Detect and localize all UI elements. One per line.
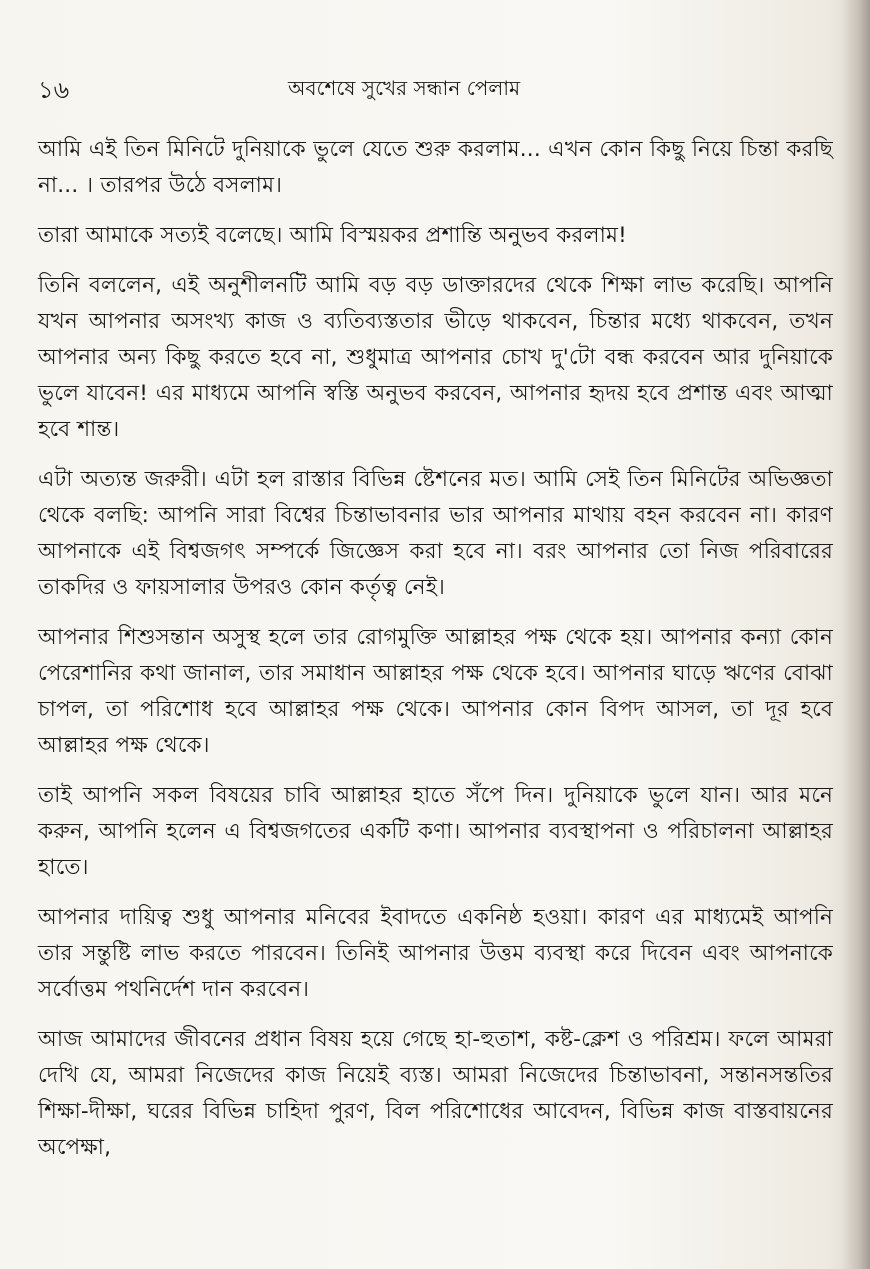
paragraph: তাই আপনি সকল বিষয়ের চাবি আল্লাহর হাতে সঁপে দিন। দুনিয়াকে ভুলে যান। আর মনে করুন, আপনি হলেন এ বিশ্বজগতের একটি কণা। আপনার ব্যবস্থাপনা ও পরিচালনা আল্লাহর হাতে।: [38, 783, 833, 880]
paragraph: আপনার দায়িত্ব শুধু আপনার মনিবের ইবাদতে একনিষ্ঠ হওয়া। কারণ এর মাধ্যমেই আপনি তার সন্তুষ্টি লাভ করতে পারবেন। তিনিই আপনার উত্তম ব্যবস্থা করে দিবেন এবং আপনাকে সর্বোত্তম পথনির্দেশ দান করবেন।: [38, 905, 833, 1002]
paragraph: তিনি বললেন, এই অনুশীলনটি আমি বড় বড় ডাক্তারদের থেকে শিক্ষা লাভ করেছি। আপনি যখন আপনার অসংখ্য কাজ ও ব্যতিব্যস্ততার ভীড়ে থাকবেন, চিন্তার মধ্যে থাকবেন, তখন আপনার অন্য কিছু করতে হবে না, শুধুমাত্র আপনার চোখ দু'টো বন্ধ করবেন আর দুনিয়াকে ভুলে যাবেন! এর মাধ্যমে আপনি স্বস্তি অনুভব করবেন, আপনার হৃদয় হবে প্রশান্ত এবং আত্মা হবে শান্ত।: [38, 273, 833, 442]
paragraph: আপনার শিশুসন্তান অসুস্থ হলে তার রোগমুক্তি আল্লাহর পক্ষ থেকে হয়। আপনার কন্যা কোন পেরেশানির কথা জানাল, তার সমাধান আল্লাহর পক্ষ থেকে হবে। আপনার ঘাড়ে ঋণের বোঝা চাপল, তা পরিশোধ হবে আল্লাহর পক্ষ থেকে। আপনার কোন বিপদ আসল, তা দূর হবে আল্লাহর পক্ষ থেকে।: [38, 625, 833, 758]
body-text: [38, 132, 833, 1180]
paragraph: আজ আমাদের জীবনের প্রধান বিষয় হয়ে গেছে হা-হুতাশ, কষ্ট-ক্লেশ ও পরিশ্রম। ফলে আমরা দেখি যে, আমরা নিজেদের কাজ নিয়েই ব্যস্ত। আমরা নিজেদের চিন্তাভাবনা, সন্তানসন্ততির শিক্ষা-দীক্ষা, ঘরের বিভিন্ন চাহিদা পুরণ, বিল পরিশোধের আবেদন, বিভিন্ন কাজ বাস্তবায়নের অপেক্ষা,: [38, 1027, 833, 1160]
paragraph: আমি এই তিন মিনিটে দুনিয়াকে ভুলে যেতে শুরু করলাম... এখন কোন কিছু নিয়ে চিন্তা করছি না... । তারপর উঠে বসলাম।: [38, 137, 833, 198]
page-edge-shadow: [842, 0, 870, 1269]
page-number: ১৬: [38, 76, 70, 104]
paragraph: এটা অত্যন্ত জরুরী। এটা হল রাস্তার বিভিন্ন ষ্টেশনের মত। আমি সেই তিন মিনিটের অভিজ্ঞতা থেকে বলছি: আপনি সারা বিশ্বের চিন্তাভাবনার ভার আপনার মাথায় বহন করবেন না। কারণ আপনাকে এই বিশ্বজগৎ সম্পর্কে জিজ্ঞেস করা হবে না। বরং আপনার তো নিজ পরিবারের তাকদির ও ফায়সালার উপরও কোন কর্তৃত্ব নেই।: [38, 467, 833, 600]
page-header: [38, 72, 828, 112]
running-title: অবশেষে সুখের সন্ধান পেলাম: [288, 76, 521, 100]
paragraph: তারা আমাকে সত্যই বলেছে। আমি বিস্ময়কর প্রশান্তি অনুভব করলাম!: [38, 223, 627, 248]
